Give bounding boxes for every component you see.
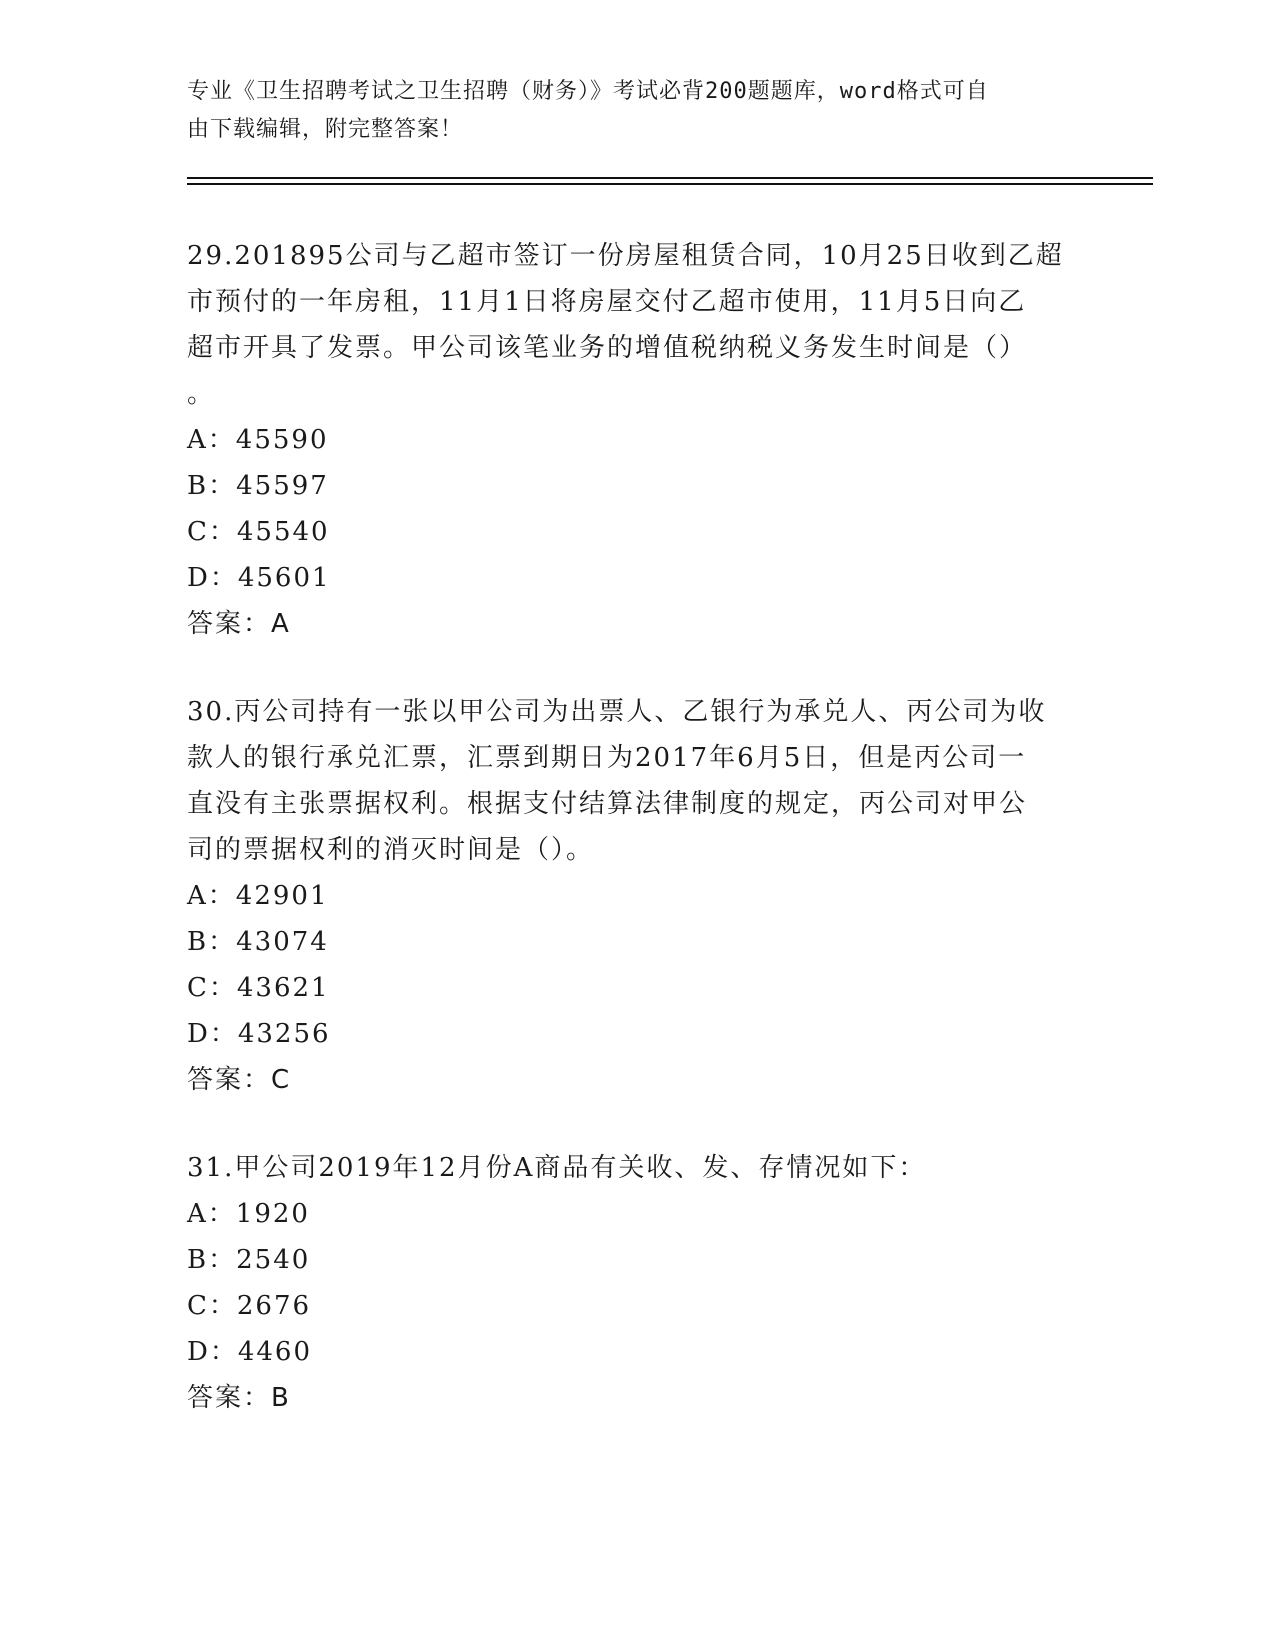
stem-line: 31.甲公司2019年12月份A商品有关收、发、存情况如下： <box>187 1153 927 1183</box>
stem-line: 司的票据权利的消灭时间是（）。 <box>187 835 595 865</box>
option-a: A：45590 <box>187 425 329 455</box>
stem-line: 29.201895公司与乙超市签订一份房屋租赁合同，10月25日收到乙超 <box>187 241 1064 271</box>
option-b: B：45597 <box>187 471 329 501</box>
stem-line: 30.丙公司持有一张以甲公司为出票人、乙银行为承兑人、丙公司为收 <box>187 697 1047 727</box>
stem-line: 直没有主张票据权利。根据支付结算法律制度的规定，丙公司对甲公 <box>187 789 1028 819</box>
option-c: C：43621 <box>187 973 330 1003</box>
option-b: B：2540 <box>187 1245 311 1275</box>
question-stem <box>187 689 1067 873</box>
question-30 <box>187 689 1067 1103</box>
header-divider-top <box>187 177 1153 179</box>
header-divider-bottom <box>187 183 1153 185</box>
option-c: C：2676 <box>187 1291 312 1321</box>
header-line-1: 专业《卫生招聘考试之卫生招聘（财务）》考试必背200题题库，word格式可自 <box>187 79 989 104</box>
stem-line: 。 <box>187 379 216 409</box>
answer-line: 答案：C <box>187 1065 292 1095</box>
stem-line: 款人的银行承兑汇票，汇票到期日为2017年6月5日，但是丙公司一 <box>187 743 1027 773</box>
header-line-2: 由下载编辑，附完整答案！ <box>187 117 464 142</box>
question-stem <box>187 1145 1067 1191</box>
answer-line: 答案：A <box>187 609 291 639</box>
question-31 <box>187 1145 1067 1421</box>
question-29 <box>187 233 1067 647</box>
stem-line: 市预付的一年房租，11月1日将房屋交付乙超市使用，11月5日向乙 <box>187 287 1027 317</box>
document-header <box>187 73 1067 149</box>
option-d: D：45601 <box>187 563 331 593</box>
answer-line: 答案：B <box>187 1383 291 1413</box>
option-c: C：45540 <box>187 517 330 547</box>
option-d: D：43256 <box>187 1019 331 1049</box>
option-d: D：4460 <box>187 1337 313 1367</box>
option-a: A：42901 <box>187 881 329 911</box>
question-stem <box>187 233 1067 417</box>
option-a: A：1920 <box>187 1199 310 1229</box>
stem-line: 超市开具了发票。甲公司该笔业务的增值税纳税义务发生时间是（） <box>187 333 1028 363</box>
option-b: B：43074 <box>187 927 329 957</box>
